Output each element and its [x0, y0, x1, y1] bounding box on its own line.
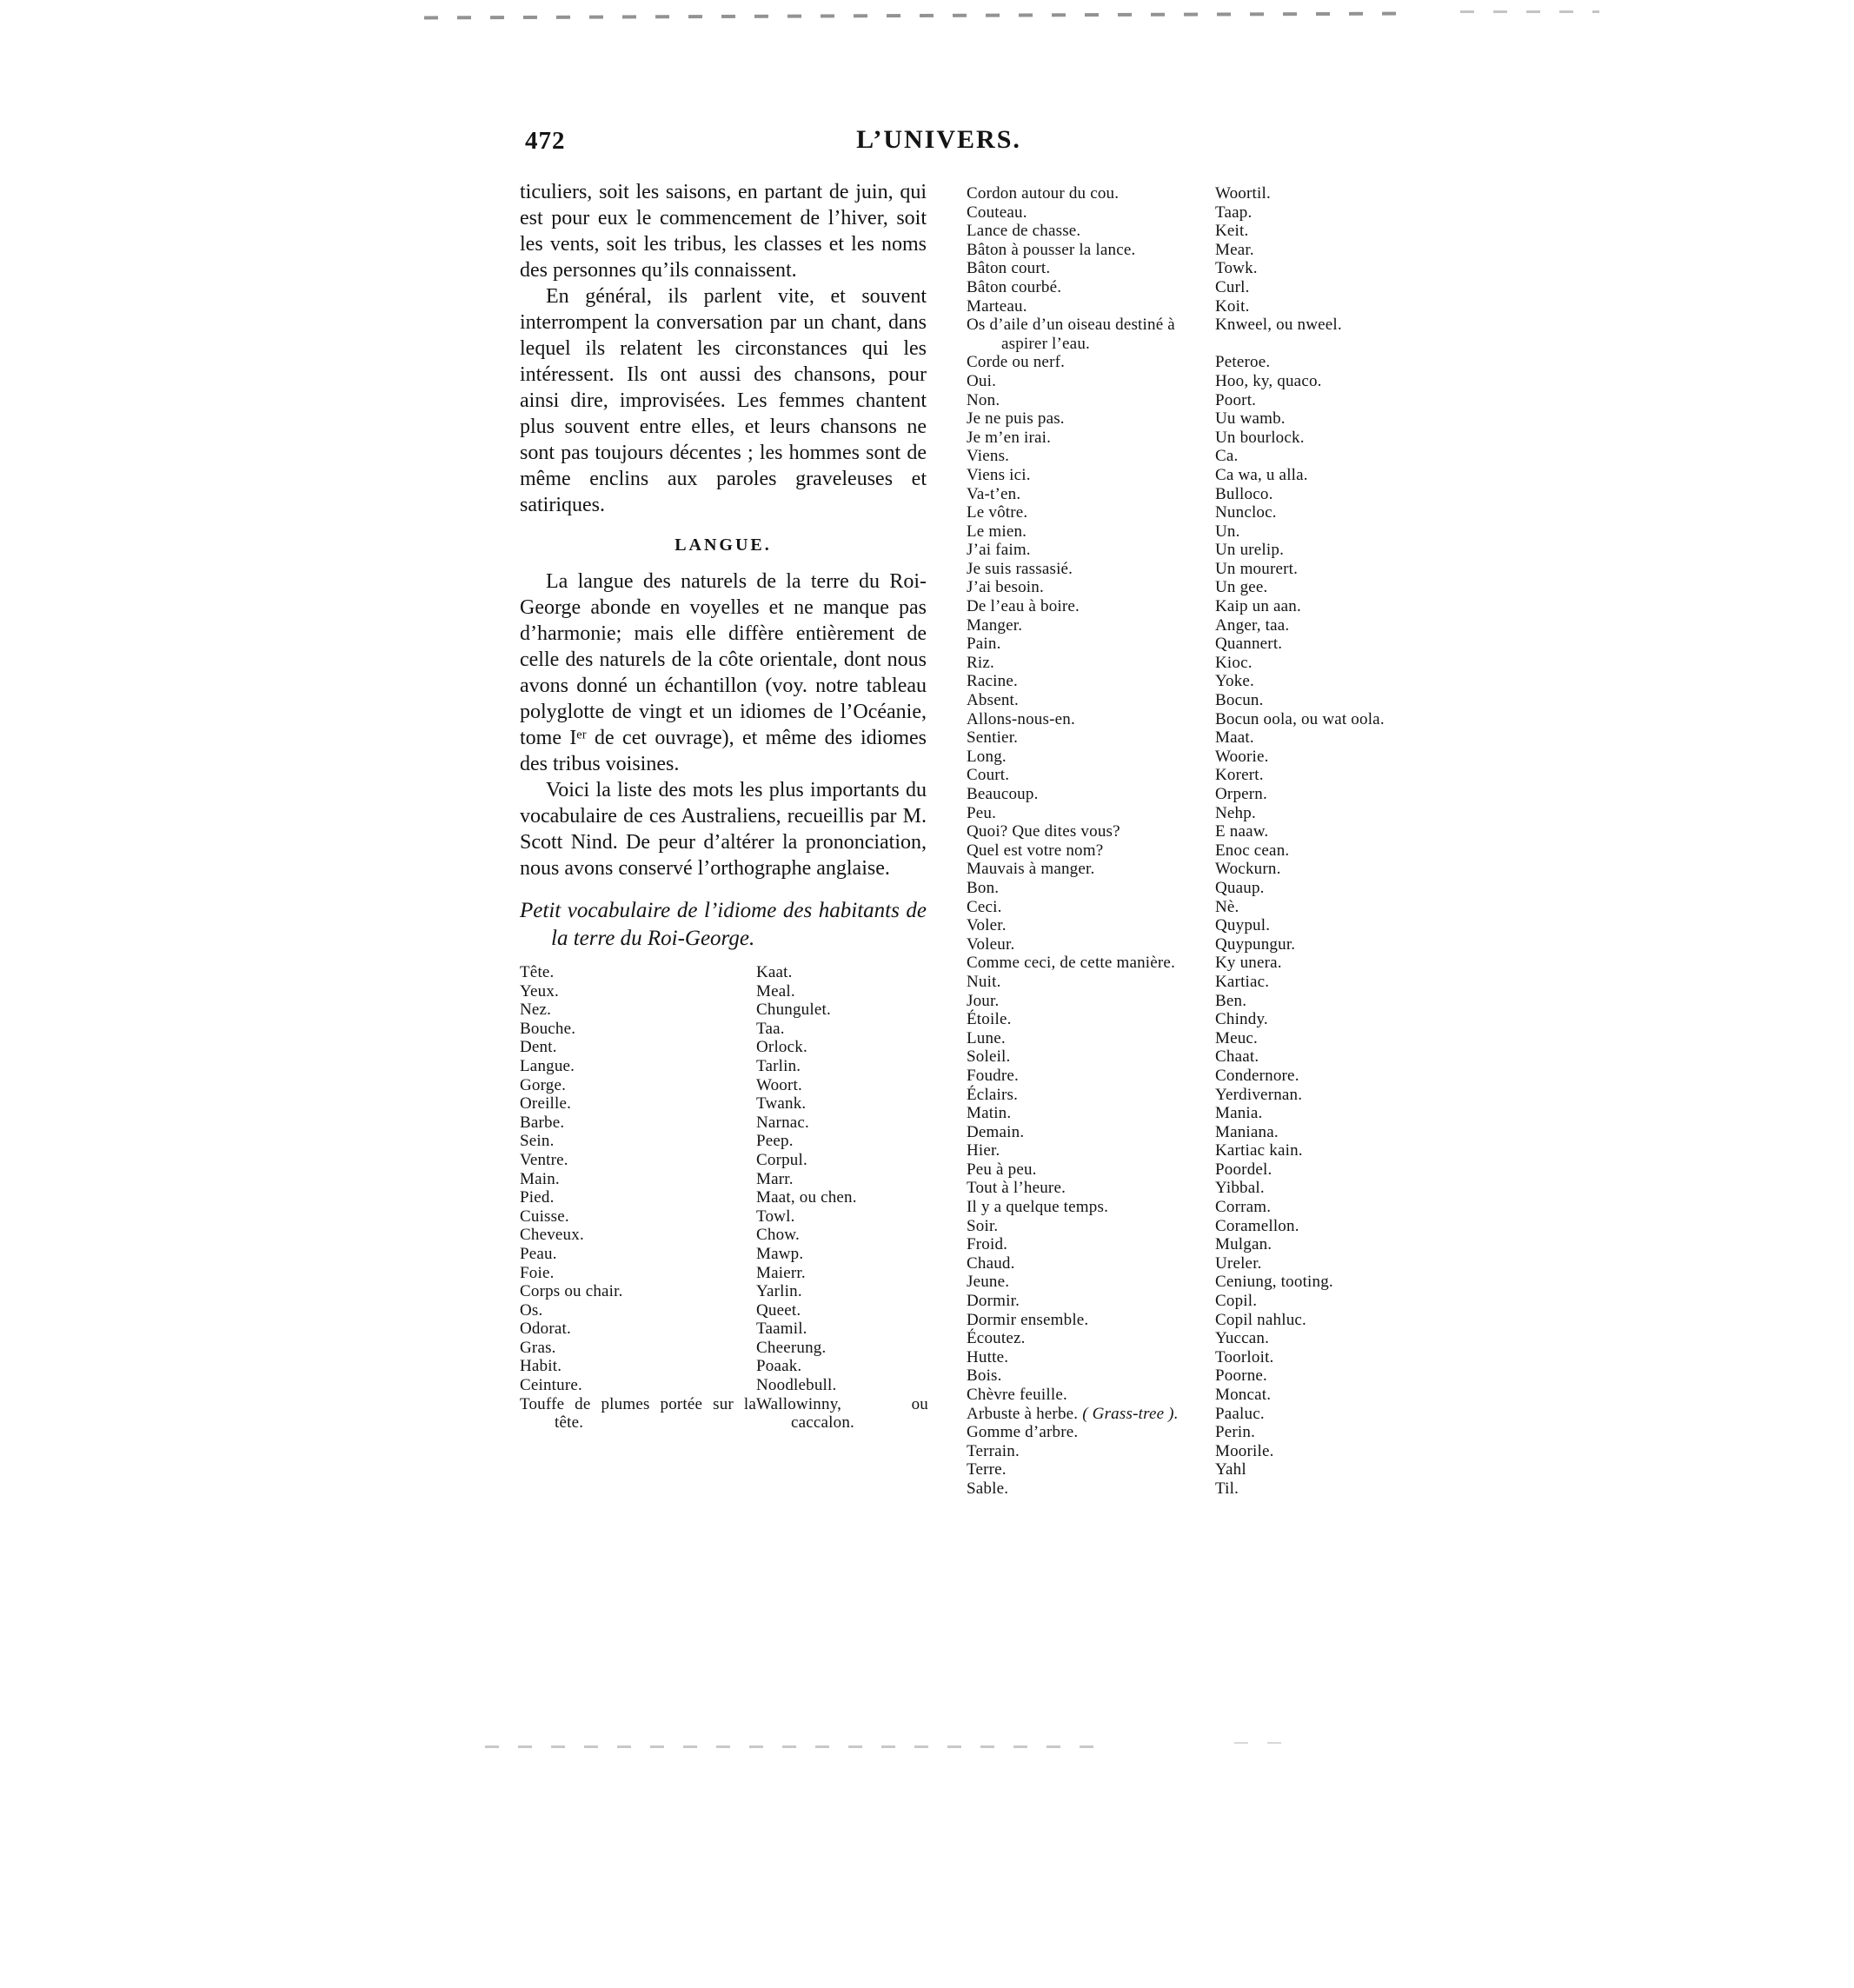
french-term: Ceci. [967, 897, 1002, 916]
french-term: Écoutez. [967, 1329, 1026, 1348]
french-term: Nez. [520, 1001, 552, 1020]
french-term: Nuit. [967, 972, 1001, 991]
native-term: Mulgan. [1215, 1235, 1273, 1254]
native-term: Uu wamb. [1215, 409, 1286, 429]
native-term: Chindy. [1215, 1010, 1268, 1029]
native-term: Yuccan. [1215, 1329, 1270, 1348]
french-term: Voleur. [967, 934, 1015, 954]
french-term: Bouche. [520, 1019, 576, 1038]
french-term: Cordon autour du cou. [967, 184, 1120, 203]
vocab-row [967, 353, 1422, 372]
vocab-row [967, 203, 1422, 223]
french-term: Court. [967, 766, 1010, 785]
native-term: Quypul. [1215, 916, 1271, 935]
french-term: Ceinture. [520, 1376, 582, 1395]
vocab-row [967, 372, 1422, 391]
native-term: Ca. [1215, 447, 1239, 466]
native-term: Perin. [1215, 1423, 1256, 1442]
native-term: Ben. [1215, 991, 1247, 1010]
french-term: Gomme d’arbre. [967, 1423, 1079, 1442]
native-term: Quaup. [1215, 878, 1265, 897]
french-term: Sable. [967, 1479, 1009, 1498]
native-term: Peep. [756, 1132, 794, 1151]
vocab-row [967, 616, 1422, 635]
french-term: Viens. [967, 447, 1010, 466]
french-term: Bon. [967, 878, 1000, 897]
vocab-row [967, 1311, 1422, 1330]
native-term: Corram. [1215, 1198, 1272, 1217]
native-term: Condernore. [1215, 1066, 1299, 1085]
french-term: Viens ici. [967, 465, 1031, 484]
french-term: Gorge. [520, 1075, 567, 1094]
native-term: Kioc. [1215, 653, 1253, 672]
french-term: Bâton à pousser la lance. [967, 240, 1136, 259]
native-term: Taa. [756, 1019, 785, 1038]
vocab-row [967, 766, 1422, 785]
native-term: Bocun. [1215, 691, 1264, 710]
vocab-row [967, 710, 1422, 729]
french-term: Tout à l’heure. [967, 1179, 1067, 1198]
french-term: Comme ceci, de cette manière. [967, 954, 1176, 973]
french-term: Bâton court. [967, 259, 1051, 278]
vocab-row [967, 1386, 1422, 1405]
native-term: Orpern. [1215, 785, 1267, 803]
french-term: Va-t’en. [967, 484, 1021, 503]
vocab-row [967, 429, 1422, 448]
french-term: Soleil. [967, 1047, 1011, 1067]
vocab-row [967, 578, 1422, 597]
vocabulary-list-right [967, 184, 1422, 1499]
french-term: Main. [520, 1169, 560, 1188]
vocab-row [967, 1010, 1422, 1029]
french-term: Soir. [967, 1216, 999, 1235]
french-term: Long. [967, 747, 1007, 766]
french-term: Il y a quelque temps. [967, 1198, 1109, 1217]
native-term: Wallowinny, ou caccalon. [756, 1394, 928, 1433]
french-term: Lune. [967, 1028, 1006, 1047]
native-term: Maat, ou chen. [756, 1188, 857, 1207]
native-term: Wockurn. [1215, 860, 1281, 879]
french-term: Jeune. [967, 1273, 1010, 1292]
native-term: Copil nahluc. [1215, 1310, 1306, 1329]
native-term: Cheerung. [756, 1338, 827, 1357]
native-term: Peteroe. [1215, 353, 1271, 372]
native-term: Nè. [1215, 897, 1239, 916]
native-term: Quannert. [1215, 635, 1283, 654]
vocab-row [967, 1047, 1422, 1067]
native-term: Kaat. [756, 963, 793, 981]
native-term: Marr. [756, 1169, 794, 1188]
french-term: Foie. [520, 1263, 555, 1282]
vocab-row [967, 992, 1422, 1011]
french-term: Dormir. [967, 1292, 1020, 1311]
native-term: Narnac. [756, 1113, 809, 1132]
vocab-row [967, 672, 1422, 691]
native-term: Curl. [1215, 277, 1250, 296]
vocab-row [520, 1170, 928, 1189]
french-term: Allons-nous-en. [967, 709, 1075, 728]
native-term: Mear. [1215, 240, 1254, 259]
french-term-italic: ( Grass-tree ). [1082, 1404, 1179, 1423]
vocab-row [967, 1123, 1422, 1142]
native-term: Kaip un aan. [1215, 597, 1301, 616]
french-term: Cuisse. [520, 1207, 569, 1226]
vocab-row [967, 1198, 1422, 1217]
vocab-row [967, 879, 1422, 898]
french-term: Manger. [967, 615, 1023, 635]
vocab-row [967, 1141, 1422, 1160]
native-term: Chungulet. [756, 1001, 831, 1020]
native-term: Kartiac. [1215, 972, 1270, 991]
french-term: Peau. [520, 1244, 557, 1263]
french-term: Foudre. [967, 1066, 1019, 1085]
french-term: Matin. [967, 1104, 1012, 1123]
native-term: Moncat. [1215, 1386, 1272, 1404]
native-term: Moorile. [1215, 1441, 1274, 1460]
scan-artifact-line [1460, 10, 1599, 13]
vocab-row [520, 1264, 928, 1283]
native-term: Ca wa, u alla. [1215, 465, 1308, 484]
french-term: Dormir ensemble. [967, 1310, 1089, 1329]
vocab-row [967, 259, 1422, 278]
french-term: Peu à peu. [967, 1160, 1037, 1179]
french-term: De l’eau à boire. [967, 597, 1080, 616]
native-term: Noodlebull. [756, 1376, 837, 1395]
french-term: Sein. [520, 1132, 555, 1151]
native-term: Poort. [1215, 390, 1257, 409]
native-term: Chow. [756, 1226, 800, 1245]
french-term: Le mien. [967, 522, 1027, 541]
french-term: Oui. [967, 371, 997, 390]
vocab-row [520, 1339, 928, 1358]
section-heading: LANGUE. [674, 535, 772, 555]
native-term: Poorne. [1215, 1366, 1267, 1386]
native-term: Towl. [756, 1207, 795, 1226]
french-term: Bois. [967, 1366, 1002, 1386]
scan-artifact-line [424, 12, 1406, 20]
vocab-row [967, 522, 1422, 542]
vocab-row [967, 241, 1422, 260]
vocab-row [967, 748, 1422, 767]
vocab-row [967, 1179, 1422, 1198]
vocab-row [967, 898, 1422, 917]
paragraph: En général, ils parlent vite, et souvent interrompent la conversation par un chant, dans lequel ils relatent les circonstances qui les intéressent. Ils ont aussi des chansons, pour ainsi dire, improvisées. Les femmes chantent plus souvent entre elles, et leurs chansons ne sont pas toujours décentes ; les hommes sont de même enclins aux paroles graveleuses et satiriques. [520, 285, 927, 516]
native-term: Queet. [756, 1300, 801, 1320]
native-term: Mawp. [756, 1244, 804, 1263]
vocab-row [967, 391, 1422, 410]
french-term: Barbe. [520, 1113, 565, 1132]
native-term: Kartiac kain. [1215, 1141, 1303, 1160]
vocab-row [520, 1001, 928, 1020]
french-term: Peu. [967, 803, 997, 822]
french-term: Quel est votre nom? [967, 841, 1104, 860]
native-term: Enoc cean. [1215, 841, 1290, 860]
native-term: Un mourert. [1215, 559, 1299, 578]
french-term: Marteau. [967, 296, 1027, 316]
native-term: Yibbal. [1215, 1179, 1265, 1198]
vocabulary-title: Petit vocabulaire de l’idiome des habitants de la terre du Roi-George. [520, 899, 927, 950]
native-term: Copil. [1215, 1292, 1258, 1311]
vocab-row [520, 1057, 928, 1076]
native-term: Nehp. [1215, 803, 1256, 822]
native-term: Woort. [756, 1075, 802, 1094]
native-term: Poaak. [756, 1357, 802, 1376]
native-term: Quypungur. [1215, 934, 1296, 954]
vocab-row [967, 1405, 1422, 1424]
vocab-row [967, 1067, 1422, 1086]
french-term: Non. [967, 390, 1000, 409]
vocab-row [520, 1038, 928, 1057]
vocab-row [967, 785, 1422, 804]
french-term: Hier. [967, 1141, 1000, 1160]
native-term: Bulloco. [1215, 484, 1273, 503]
native-term: Anger, taa. [1215, 615, 1290, 635]
vocab-row [967, 860, 1422, 879]
vocab-row [967, 560, 1422, 579]
running-title: L’UNIVERS. [856, 125, 1021, 154]
native-term: Twank. [756, 1094, 807, 1114]
vocab-row [967, 316, 1422, 353]
vocab-row [520, 1245, 928, 1264]
vocab-row [967, 184, 1422, 203]
vocab-row [520, 1094, 928, 1114]
vocab-row [520, 1320, 928, 1339]
french-term: Jour. [967, 991, 1000, 1010]
french-term: Langue. [520, 1056, 575, 1075]
native-term: Korert. [1215, 766, 1264, 785]
vocab-row [967, 1329, 1422, 1348]
native-term: Tarlin. [756, 1056, 801, 1075]
vocab-row [967, 222, 1422, 241]
french-term: Étoile. [967, 1010, 1012, 1029]
vocab-row [967, 503, 1422, 522]
french-term: Yeux. [520, 981, 560, 1001]
vocab-row [967, 1366, 1422, 1386]
vocab-row [967, 1292, 1422, 1311]
paragraph: Voici la liste des mots les plus importants du vocabulaire de ces Australiens, recueillis par M. Scott Nind. De peur d’altérer la prononciation, nous avons conservé l’orthographe anglaise. [520, 779, 927, 880]
french-term: J’ai faim. [967, 541, 1031, 560]
french-term: Gras. [520, 1338, 556, 1357]
french-term: Chèvre feuille. [967, 1386, 1067, 1404]
native-term: Ureler. [1215, 1253, 1262, 1273]
vocab-row [967, 1160, 1422, 1180]
french-term: Quoi? Que dites vous? [967, 822, 1120, 841]
native-term: Ky unera. [1215, 954, 1282, 973]
vocab-row [967, 1086, 1422, 1105]
vocab-row [967, 1104, 1422, 1123]
vocab-row [967, 841, 1422, 861]
native-term: Yerdivernan. [1215, 1085, 1303, 1104]
native-term: Woortil. [1215, 184, 1271, 203]
native-term: Toorloit. [1215, 1347, 1274, 1366]
vocab-row [967, 691, 1422, 710]
native-term: Coramellon. [1215, 1216, 1299, 1235]
native-term: Til. [1215, 1479, 1239, 1498]
vocab-row [967, 597, 1422, 616]
french-term: Odorat. [520, 1320, 571, 1339]
vocab-row [967, 1423, 1422, 1442]
vocab-row [967, 822, 1422, 841]
native-term: Paaluc. [1215, 1404, 1265, 1423]
vocab-row [967, 1217, 1422, 1236]
french-term: Touffe de plumes portée sur la tête. [520, 1394, 756, 1433]
vocab-row [967, 1479, 1422, 1499]
french-term: Voler. [967, 916, 1007, 935]
native-term: Taamil. [756, 1320, 807, 1339]
left-text-column [520, 179, 927, 1433]
french-term: Pain. [967, 635, 1001, 654]
native-term: Yarlin. [756, 1282, 802, 1301]
native-term: Woorie. [1215, 747, 1269, 766]
french-term: Couteau. [967, 203, 1027, 222]
native-term: Un urelip. [1215, 541, 1285, 560]
french-term: Corps ou chair. [520, 1282, 623, 1301]
scan-artifact-line [1234, 1742, 1286, 1744]
french-term: Je m’en irai. [967, 428, 1052, 447]
vocab-row [967, 1273, 1422, 1292]
native-term: Towk. [1215, 259, 1258, 278]
native-term: Nuncloc. [1215, 503, 1277, 522]
french-term: Demain. [967, 1122, 1025, 1141]
native-term: Chaat. [1215, 1047, 1259, 1067]
vocab-row [520, 1376, 928, 1395]
native-term: Yoke. [1215, 672, 1255, 691]
native-term: Poordel. [1215, 1160, 1273, 1179]
french-term: Éclairs. [967, 1085, 1019, 1104]
vocab-row [967, 1235, 1422, 1254]
french-term: Le vôtre. [967, 503, 1028, 522]
french-term: Mauvais à manger. [967, 860, 1095, 879]
native-term: Un. [1215, 522, 1240, 541]
vocab-row [967, 654, 1422, 673]
french-term: Arbuste à herbe. ( Grass-tree ). [967, 1404, 1179, 1423]
french-term: Pied. [520, 1188, 555, 1207]
native-term: Meal. [756, 981, 795, 1001]
vocabulary-list-left [520, 963, 928, 1433]
french-term: Ventre. [520, 1150, 568, 1169]
french-term: Je suis rassasié. [967, 559, 1073, 578]
french-term: Beaucoup. [967, 785, 1039, 803]
native-term: Taap. [1215, 203, 1253, 222]
native-term: Yahl [1215, 1460, 1246, 1479]
vocab-row [520, 1151, 928, 1170]
french-term: Terrain. [967, 1441, 1020, 1460]
french-term: Os. [520, 1300, 543, 1320]
vocab-row [520, 1114, 928, 1133]
vocab-row [967, 973, 1422, 992]
vocab-row [967, 466, 1422, 485]
vocab-row [520, 1395, 928, 1433]
french-term: Corde ou nerf. [967, 353, 1066, 372]
vocab-row [967, 297, 1422, 316]
vocab-row [520, 1282, 928, 1301]
native-term: Orlock. [756, 1038, 807, 1057]
native-term: Mania. [1215, 1104, 1263, 1123]
native-term: Corpul. [756, 1150, 807, 1169]
french-term: Dent. [520, 1038, 557, 1057]
vocab-row [967, 804, 1422, 823]
vocab-row [520, 1301, 928, 1320]
scan-artifact-line [485, 1745, 1111, 1748]
paragraph: La langue des naturels de la terre du Roi-George abonde en voyelles et ne manque pas d’harmonie; mais elle diffère entièrement de celle des naturels de la côte orientale, dont nous avons donné un échantillon (voy. notre tableau polyglotte de vingt et un idiomes de l’Océanie, tome Iᵉʳ de cet ouvrage), et même des idiomes des tribus voisines. [520, 570, 927, 775]
vocab-row [967, 1348, 1422, 1367]
native-term: E naaw. [1215, 822, 1269, 841]
vocab-row [967, 916, 1422, 935]
french-term: Sentier. [967, 728, 1019, 748]
native-term: Ceniung, tooting. [1215, 1273, 1333, 1292]
native-term: Bocun oola, ou wat oola. [1215, 709, 1385, 728]
vocab-row [520, 1207, 928, 1227]
vocab-row [967, 541, 1422, 560]
vocab-row [967, 728, 1422, 748]
french-term: Bâton courbé. [967, 277, 1062, 296]
vocab-row [967, 635, 1422, 654]
vocab-row [520, 1226, 928, 1245]
vocab-row [520, 963, 928, 982]
native-term: Koit. [1215, 296, 1250, 316]
vocab-row [967, 409, 1422, 429]
french-term: Os d’aile d’un oiseau destiné à aspirer l’eau. [967, 316, 1175, 353]
native-term: Meuc. [1215, 1028, 1259, 1047]
french-term: J’ai besoin. [967, 578, 1044, 597]
french-term: Absent. [967, 691, 1019, 710]
native-term: Maniana. [1215, 1122, 1279, 1141]
french-term: Riz. [967, 653, 994, 672]
vocab-row [967, 447, 1422, 466]
native-term: Maat. [1215, 728, 1254, 748]
page-number: 472 [525, 127, 566, 155]
french-term: Chaud. [967, 1253, 1015, 1273]
native-term: Un bourlock. [1215, 428, 1305, 447]
vocab-row [520, 1188, 928, 1207]
vocab-row [520, 1020, 928, 1039]
vocab-row [520, 982, 928, 1001]
french-term: Lance de chasse. [967, 222, 1081, 241]
vocab-row [967, 485, 1422, 504]
vocab-row [520, 1076, 928, 1095]
vocab-row [967, 1442, 1422, 1461]
french-term: Froid. [967, 1235, 1008, 1254]
vocab-row [967, 1460, 1422, 1479]
native-term: Knweel, ou nweel. [1215, 316, 1342, 335]
vocab-row [967, 1029, 1422, 1048]
vocab-row [520, 1132, 928, 1151]
vocab-row [967, 954, 1422, 973]
vocab-row [967, 1254, 1422, 1273]
native-term: Maierr. [756, 1263, 806, 1282]
french-term: Je ne puis pas. [967, 409, 1065, 429]
french-term: Cheveux. [520, 1226, 584, 1245]
native-term: Hoo, ky, quaco. [1215, 371, 1322, 390]
french-term: Habit. [520, 1357, 562, 1376]
vocab-row [520, 1357, 928, 1376]
native-term: Un gee. [1215, 578, 1268, 597]
french-term: Terre. [967, 1460, 1007, 1479]
vocab-row [967, 278, 1422, 297]
french-term: Tête. [520, 963, 555, 981]
native-term: Keit. [1215, 222, 1249, 241]
french-term: Oreille. [520, 1094, 572, 1114]
french-term: Racine. [967, 672, 1018, 691]
vocab-row [967, 935, 1422, 954]
paragraph: ticuliers, soit les saisons, en partant de juin, qui est pour eux le commencement de l’hiver, soit les vents, soit les tribus, les classes et les noms des personnes qu’ils connaissent. [520, 181, 927, 282]
french-term: Hutte. [967, 1347, 1009, 1366]
